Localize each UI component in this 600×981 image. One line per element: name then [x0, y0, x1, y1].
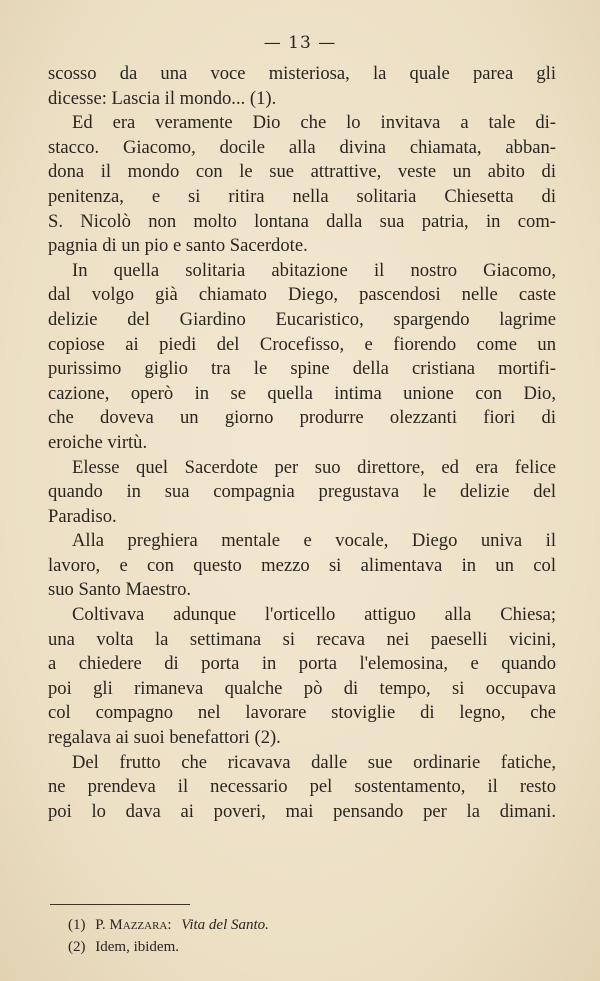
footnote-divider: [50, 904, 190, 905]
text-line: delizie del Giardino Eucaristico, spargendo lagrime: [48, 308, 556, 330]
text-line: penitenza, e si ritira nella solitaria Chiesetta di: [48, 185, 556, 207]
text-line: poi gli rimaneva qualche pò di tempo, si occupava: [48, 677, 556, 699]
text-line: In quella solitaria abitazione il nostro Giacomo,: [72, 259, 556, 281]
body-text: [48, 62, 556, 824]
footnotes: [68, 914, 269, 958]
text-line: S. Nicolò non molto lontana dalla sua patria, in com-: [48, 210, 556, 232]
footnote-1-title: Vita del Santo.: [181, 917, 269, 933]
footnote-1: [68, 914, 269, 936]
text-line: lavoro, e con questo mezzo si alimentava in un col: [48, 554, 556, 576]
footnote-2-mark: (2): [68, 939, 86, 955]
text-line: che doveva un giorno produrre olezzanti fiori di: [48, 407, 556, 429]
text-line: poi lo dava ai poveri, mai pensando per la dimani.: [48, 800, 556, 822]
text-line: col compagno nel lavorare stoviglie di legno, che: [48, 702, 556, 724]
text-line: Del frutto che ricavava dalle sue ordinarie fatiche,: [72, 751, 556, 773]
text-line: regalava ai suoi benefattori (2).: [48, 727, 281, 749]
text-line: purissimo giglio tra le spine della cristiana mortifi-: [48, 358, 556, 380]
page-number: — 13 —: [263, 33, 337, 53]
footnote-1-mark: (1): [68, 917, 86, 933]
footnote-2: [68, 936, 269, 958]
footnote-2-text: Idem, ibidem.: [95, 939, 179, 955]
text-line: Elesse quel Sacerdote per suo direttore, ed era felice: [72, 456, 556, 478]
text-line: scosso da una voce misteriosa, la quale parea gli: [48, 63, 556, 84]
text-line: Coltivava adunque l'orticello attiguo alla Chiesa;: [72, 604, 556, 626]
footnote-1-author: P. Mazzara:: [95, 917, 172, 933]
text-line: Ed era veramente Dio che lo invitava a tale di-: [72, 112, 556, 134]
text-line: copiose ai piedi del Crocefisso, e fiorendo come un: [48, 333, 556, 355]
text-line: Alla preghiera mentale e vocale, Diego univa il: [72, 530, 556, 552]
text-line: eroiche virtù.: [48, 431, 148, 453]
text-line: dona il mondo con le sue attrattive, veste un abito di: [48, 161, 556, 183]
text-line: Paradiso.: [48, 505, 117, 527]
text-line: dicesse: Lascia il mondo... (1).: [48, 87, 277, 109]
text-line: una volta la settimana si recava nei paeselli vicini,: [48, 628, 556, 650]
text-line: a chiedere di porta in porta l'elemosina, e quando: [48, 653, 556, 675]
text-line: stacco. Giacomo, docile alla divina chiamata, abban-: [48, 136, 556, 158]
text-line: ne prendeva il necessario pel sostentamento, il resto: [48, 776, 556, 798]
text-line: cazione, operò in se quella intima unione con Dio,: [48, 382, 556, 404]
text-line: quando in sua compagnia pregustava le delizie del: [48, 481, 556, 503]
text-line: suo Santo Maestro.: [48, 579, 192, 601]
text-line: pagnia di un pio e santo Sacerdote.: [48, 235, 308, 257]
text-line: dal volgo già chiamato Diego, pascendosi nelle caste: [48, 284, 556, 306]
